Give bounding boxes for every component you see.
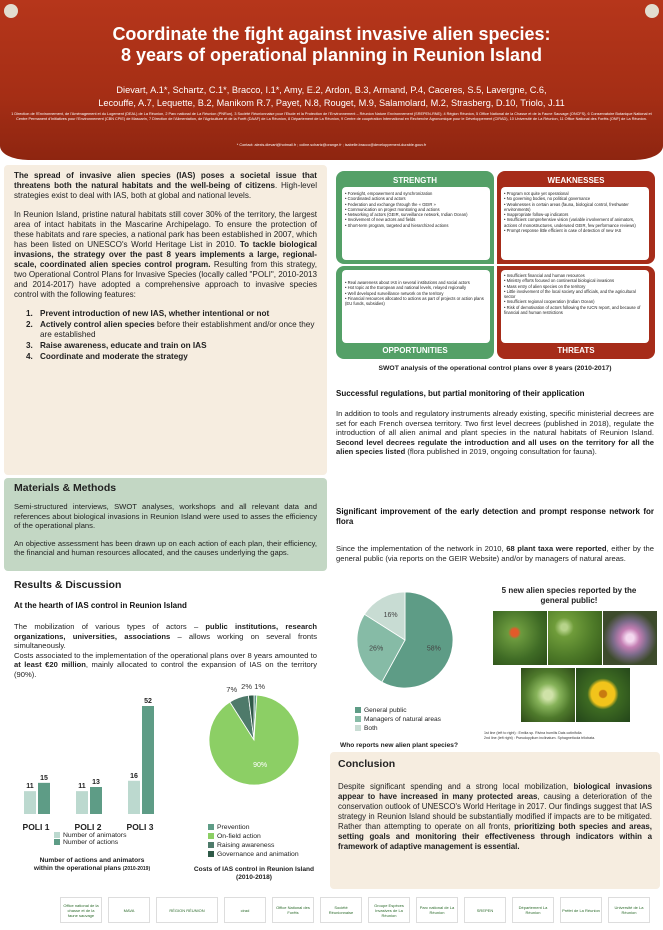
legend-label: Managers of natural areas	[364, 716, 441, 723]
feature-item	[26, 320, 317, 340]
swot-item: • Mass entry of alien species on the territory	[504, 284, 647, 289]
legend-item	[208, 850, 299, 859]
legend-label: Both	[364, 725, 378, 732]
bar-category-label: POLI 2	[74, 822, 102, 832]
weaknesses-title: WEAKNESSES	[547, 176, 605, 185]
conclusion-text: Despite significant spending and a strong local mobilization,	[338, 782, 574, 791]
species-caption-2: 2nd line (left right) : Pseudopyllum inclinatum. Sphagneticola trilobata.	[484, 735, 596, 740]
pie-title-2: (2010-2018)	[236, 874, 272, 881]
swot-opportunities	[336, 266, 494, 359]
pie-title-1: Costs of IAS control in Reunion Island	[193, 866, 315, 873]
swot-item: • Little involvement of the local society and officials, and the agricultural sector	[504, 289, 647, 300]
swot-item: • Foresight, empowerment and synchronization	[345, 191, 488, 196]
bar-category-label: POLI 3	[126, 822, 154, 832]
poster-title	[20, 24, 643, 66]
partner-logo: Université de La Réunion	[608, 897, 650, 923]
partner-logo: RÉGION RÉUNION	[156, 897, 218, 923]
legend-swatch	[208, 833, 214, 839]
feature-bold: Actively control alien species	[40, 320, 155, 329]
swot-caption: SWOT analysis of the operational control plans over 8 years (2010-2017)	[378, 365, 612, 372]
partner-logo: Office National des Forêts	[272, 897, 314, 923]
strength-list	[345, 191, 488, 228]
feature-bold: Raise awareness, educate and train on IAS	[40, 341, 207, 350]
legend-item	[208, 841, 299, 850]
photo-emilia	[493, 611, 547, 665]
results-p1-end: – allows working on several fronts simultaneously.	[14, 631, 317, 651]
swot-item: • Financial resources allocated to actions as part of projects or action plans (EU funds, subsidies)	[345, 296, 488, 307]
feature-number: 2.	[26, 320, 33, 329]
photo-rivina	[548, 611, 602, 665]
legend-swatch	[355, 725, 361, 731]
partner-logo: Groupe Espèces Invasives de La Réunion	[368, 897, 410, 923]
cost-pie-legend	[208, 823, 299, 859]
poster-header	[0, 0, 663, 160]
partner-logo: Département La Réunion	[512, 897, 554, 923]
intro-p2: In Reunion Island, pristine natural habitats still cover 30% of the territory, the largest area of intact habitats in the Mascarine Archipelago. To ensure the protection of these habitats and rare species, a national park has been established in 2007, which has been listed on UNESCO's World Heritage List in 2010.	[14, 210, 317, 249]
swot-item: • Insufficient comprehensive vision (variable involvement of animators, actions of monostructures, underused GEIR, few performance reviews)	[504, 217, 647, 228]
legend-swatch	[355, 707, 361, 713]
partner-logo: SREPEN	[464, 897, 506, 923]
regulations-text: In addition to tools and regulatory instruments already existing, specific ministerial decrees are set for each French oversea territory. Two first level decrees (published in 2018), regulate the introduction of all alien animal and plant species in the natural habitats of Reunion Island.	[336, 409, 654, 438]
conclusion-bold-2: prioritizing both species and areas, setting goals and monitoring their effectiveness through indicators within a framework of adaptive management is essential.	[338, 822, 652, 851]
feature-number: 1.	[26, 309, 33, 318]
swot-item: • Short-term program, targeted and hierarchized actions	[345, 223, 488, 228]
affiliations: 1 Direction de l'Environnement, de l'Aménagement et du Logement (DEAL) de La Réunion, 2 Parc national de La Réunion (PNRun), 3 Société Réunionnaise pour l'Etude et la Protection de l'Environnement – Réunion Nature Environnement (SREPEN-RNE); 4 Région Réunion, 5 Office National de la Chasse et de la Faune Sauvage (ONCFS), 6 Conservatoire Botanique National et Centre Permanent d'Initiatives pour l'Environnement (CBN CPIE) de Mascarin, 7 Direction de l'Alimentation, de l'Agriculture et de la Forêt (DAAF) de La Réunion, 8 Département de La Réunion, 9 Centre de coopération International en Recherche Agronomique pour le Développement (CIRAD), 10 Université de La Réunion, 11 Office National des Forêts (ONF) de La Réunion.	[11, 112, 652, 121]
features-list	[14, 309, 317, 362]
regulations-text-end: (flora published in 2019, ongoing consultation for fauna).	[405, 447, 597, 457]
results-title: Results & Discussion	[14, 579, 122, 591]
bar	[24, 791, 36, 814]
bar	[76, 791, 88, 814]
partner-logo: cirad	[224, 897, 266, 923]
legend-actions	[54, 839, 126, 846]
legend-item	[355, 715, 441, 724]
pie-title	[174, 866, 334, 882]
pie-value-label: 26%	[369, 645, 384, 653]
photo-pseudopyllum	[521, 668, 575, 722]
opportunities-title: OPPORTUNITIES	[382, 346, 448, 355]
bar	[142, 706, 154, 814]
results-p1: The mobilization of various types of actors –	[14, 622, 206, 631]
detection-heading: Significant improvement of the early detection and prompt response network for flora	[336, 507, 654, 526]
legend-swatch	[355, 716, 361, 722]
pie-value-label: 90%	[253, 761, 268, 769]
partner-logo: Office national de la chasse et de la faune sauvage	[60, 897, 102, 923]
strength-title: STRENGTH	[393, 176, 437, 185]
methods-p2: An objective assessment has been drawn up on each action of each plan, their efficiency, the financial and human resources allocated, and the causes underlying the gaps.	[14, 538, 317, 558]
partner-logos	[60, 892, 650, 928]
swot-item: • Real awareness about IAS in several institutions and social actors	[345, 280, 488, 285]
intro-text: . High-level strategies exist to deal with IAS, both at global and national levels.	[14, 181, 317, 200]
results-p1-bold: public institutions, research organizations, universities, associations	[14, 622, 317, 641]
feature-bold: Coordinate and moderate the strategy	[40, 352, 188, 361]
photo-sphagneticola	[576, 668, 630, 722]
threats-list	[504, 273, 647, 315]
swot-item: • Inappropriate follow-up indicators	[504, 212, 647, 217]
bar-chart	[14, 679, 174, 839]
feature-rest: before their establishment and/or once they are established	[40, 320, 315, 339]
swot-item: • Prompt response little efficient in case of detection of new IAS	[504, 228, 647, 233]
pie-value-label: 1%	[254, 682, 266, 692]
results-subtitle: At the hearth of IAS control in Reunion Island	[14, 601, 187, 610]
feature-item	[26, 309, 317, 319]
intro-section	[4, 165, 327, 475]
legend-animators	[54, 832, 126, 839]
legend-label: On-field action	[217, 833, 261, 840]
contact-line: * Contact: alexis.dievart@hotmail.fr ; coline.schartz@orange.fr ; isabelle.bracco@developpement-durable.gouv.fr	[236, 143, 427, 147]
conclusion-title: Conclusion	[338, 758, 396, 770]
legend-swatch	[208, 824, 214, 830]
swot-strength	[336, 171, 494, 264]
methods-section	[4, 478, 327, 571]
bar-title-1: Number of actions and animators	[39, 857, 145, 864]
intro-p2-bold: To tackle biological invasions, the strategy over the past 8 years implements a large, regional-scale, coordinated alien species control program.	[14, 240, 318, 269]
results-p2-end: , mainly allocated to control the expansion of IAS on the territory (90%).	[14, 660, 317, 679]
conclusion-section	[330, 752, 660, 889]
swot-item: • Coordinated actions and actors	[345, 196, 488, 201]
threats-title: THREATS	[557, 346, 595, 355]
legend-item	[355, 706, 441, 715]
swot-item: • Hot topic at the European and national levels, relayed regionally	[345, 285, 488, 290]
swot-item: • Ministry efforts focused on continental biological invasions	[504, 278, 647, 283]
partner-logo: Parc national de La Réunion	[416, 897, 458, 923]
swot-item: • No governing bodies, no political governance	[504, 196, 647, 201]
swot-item: • Program not quite yet operational	[504, 191, 647, 196]
detection-text: Since the implementation of the network in 2010,	[336, 544, 507, 553]
reporters-pie-chart	[350, 585, 460, 695]
swot-item: • Involvement of new actors and fields	[345, 217, 488, 222]
feature-bold: Prevent introduction of new IAS, whether intentional or not	[40, 309, 270, 318]
detection-text-end: , either by the general public (via reports on the GEIR Website) and/or by managers of natural areas.	[336, 544, 654, 563]
legend-label: Prevention	[217, 824, 250, 831]
bar-legend	[54, 832, 126, 846]
legend-item	[208, 823, 299, 832]
regulations-bold: Second level decrees regulate the introduction and all uses on the territory for all the alien species listed	[336, 437, 654, 457]
swot-item: • Federation and exchange through the « GEIR »	[345, 202, 488, 207]
results-p2: Costs associated to the implementation of the operational plans over 8 years amounted to	[14, 650, 317, 660]
bar-value-label: 15	[40, 774, 48, 782]
pie-value-label: 2%	[241, 682, 253, 692]
swot-item: • Communication on project monitoring and actions	[345, 207, 488, 212]
detection-bold: 68 plant taxa were reported	[506, 544, 607, 553]
conclusion-bold-1: biological invasions appear to have increased in many protected areas	[338, 782, 652, 801]
bar-value-label: 11	[26, 783, 34, 791]
swot-item: • Risk of demotivation of actors following the IUCN report, and because of financial and human restrictions	[504, 305, 647, 316]
legend-swatch	[208, 851, 214, 857]
corner-decoration	[645, 4, 659, 18]
legend-swatch	[208, 842, 214, 848]
bar-value-label: 11	[78, 783, 86, 791]
legend-item	[208, 832, 299, 841]
legend-label: General public	[364, 707, 407, 714]
reporters-pie-legend	[355, 706, 441, 733]
swot-item: • Networking of actors (GEIR, surveillance network, Indian Ocean)	[345, 212, 488, 217]
methods-p1: Semi-structured interviews, SWOT analyses, workshops and all relevant data and references about biological invasions in Reunion Island were used to asses the efficiency of the operational plans.	[14, 502, 317, 531]
authors-line-2: Lecouffe, A.7, Lequette, B.2, Manikom R.7, Payet, N.8, Rouget, M.9, Salamolard, M.2, Strasberg, D.10, Triolo, J.11	[98, 98, 565, 108]
methods-title: Materials & Methods	[14, 482, 117, 494]
photo-dais	[603, 611, 657, 665]
weaknesses-list	[504, 191, 647, 233]
swot-item: • Insufficient financial and human resources	[504, 273, 647, 278]
partner-logo: Société Réunionnaise	[320, 897, 362, 923]
bar	[128, 781, 140, 814]
regulations-heading: Successful regulations, but partial monitoring of their application	[336, 389, 585, 398]
bar-value-label: 52	[144, 698, 152, 705]
pie-value-label: 7%	[226, 685, 238, 695]
title-line-2: 8 years of operational planning in Reunion Island	[120, 45, 543, 65]
legend-label: Raising awareness	[217, 842, 275, 849]
swot-item: • Weaknesses in certain areas (fauna, biological control, freshwater environments)	[504, 202, 647, 213]
species-photos	[493, 611, 657, 729]
swot-item: • Insufficient regional cooperation (Indian Ocean)	[504, 299, 647, 304]
title-line-1: Coordinate the fight against invasive alien species:	[112, 24, 551, 44]
species-title: 5 new alien species reported by the general public!	[501, 586, 637, 605]
right-column	[330, 165, 660, 575]
swot-weaknesses	[497, 171, 655, 264]
opportunities-list	[345, 280, 488, 306]
feature-number: 4.	[26, 352, 33, 361]
intro-p2-end: Resulting from this strategy, two Operational Control Plans for Invasive Species (locally called "POLI", 2010-2013 and 2014-2017) have adopted a comprehensive approach to invasive species control with the following features:	[14, 260, 317, 299]
legend-actions-label: Number of actions	[63, 839, 119, 846]
feature-item	[26, 352, 317, 362]
corner-decoration	[4, 4, 18, 18]
pie-value-label: 16%	[383, 611, 398, 619]
partner-logo: MAVA	[108, 897, 150, 923]
authors-line-1: Dievart, A.1*, Schartz, C.1*, Bracco, I.1*, Amy, E.2, Ardon, B.3, Armand, P.4, Caceres, S.5, Lavergne, C.6,	[116, 85, 547, 95]
conclusion-text-2: , causing a deterioration of the conservation outlook of UNESCO's World Heritage in 2017. Our findings suggest that IAS strategy in Reunion Island should be substantially modified if impacts are to be mitigated. Rather than attempting to operate on all fronts,	[338, 792, 652, 831]
swot-item: • Well developed surveillance network on the territory	[345, 291, 488, 296]
species-caption-1: 1st line (left to right) : Emilia sp. Rivina humilis Dais cotinifolia	[484, 731, 582, 735]
cost-pie-chart	[199, 675, 309, 790]
authors	[14, 84, 649, 110]
bar-chart-title	[12, 857, 172, 873]
bar-title-year: (2010-2019)	[122, 866, 151, 872]
reporters-pie-title: Who reports new alien plant species?	[340, 742, 458, 749]
partner-logo: Préfet de La Réunion	[560, 897, 602, 923]
feature-item	[26, 341, 317, 351]
feature-number: 3.	[26, 341, 33, 350]
pie-value-label: 58%	[426, 645, 441, 653]
bar	[38, 783, 50, 814]
bar-title-2: within the operational plans	[33, 865, 122, 872]
species-caption	[484, 731, 595, 740]
bar-category-label: POLI 1	[22, 822, 50, 832]
bar-value-label: 16	[130, 772, 138, 780]
bar	[90, 787, 102, 814]
legend-animators-label: Number of animators	[63, 832, 127, 839]
legend-item	[355, 724, 441, 733]
legend-label: Governance and animation	[217, 851, 299, 858]
intro-bold: The spread of invasive alien species (IAS) poses a societal issue that threatens both the natural habitats and the well-being of citizens	[14, 171, 317, 190]
bar-value-label: 13	[92, 779, 100, 786]
swot-threats	[497, 266, 655, 359]
results-p2-bold: at least €20 million	[14, 660, 86, 670]
results-section	[4, 575, 327, 889]
